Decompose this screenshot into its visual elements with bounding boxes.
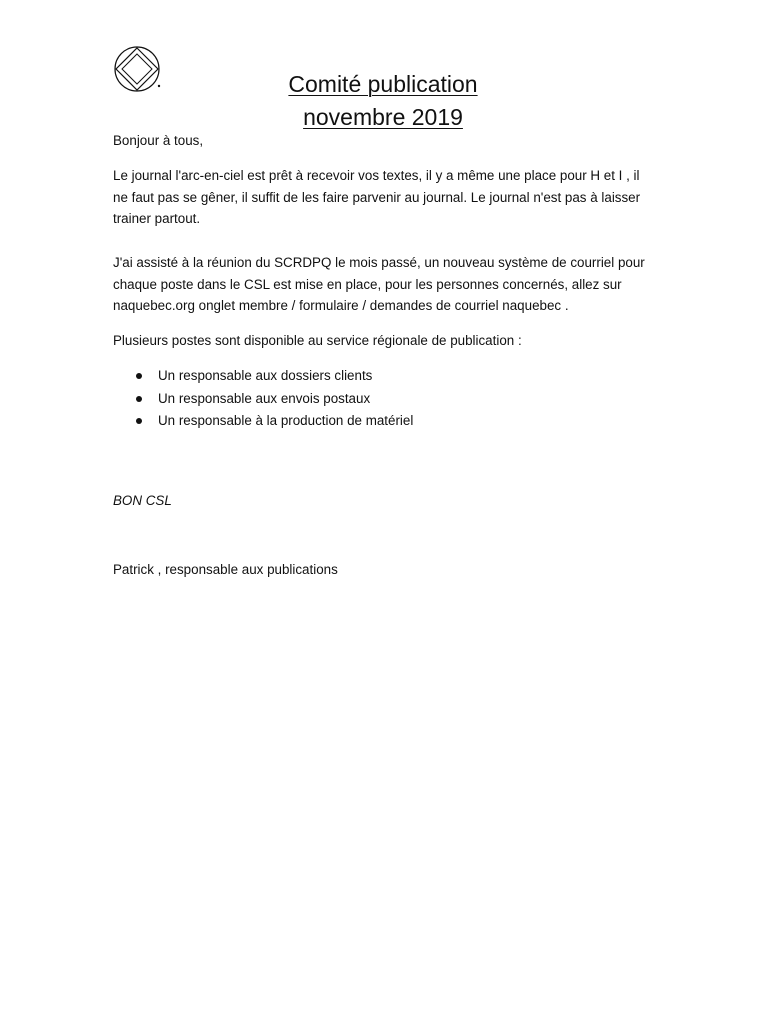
paragraph-meeting: J'ai assisté à la réunion du SCRDPQ le mois passé, un nouveau système de courriel pour chaque poste dans le CSL est mise en place, pour les personnes concernés, allez sur naquebec.org onglet membre / formulaire / demandes de courriel naquebec . — [113, 255, 645, 314]
list-item — [113, 388, 658, 411]
page-title-line1: Comité publication — [288, 71, 478, 97]
list-item-label: Un responsable aux envois postaux — [158, 390, 371, 406]
bullet-icon — [136, 418, 142, 424]
bullet-icon — [136, 396, 142, 402]
signature-text: Patrick , responsable aux publications — [113, 562, 338, 577]
greeting-text: Bonjour à tous, — [113, 133, 204, 148]
bullet-icon — [136, 373, 142, 379]
paragraph-journal: Le journal l'arc-en-ciel est prêt à recevoir vos textes, il y a même une place pour H et I , il ne faut pas se gêner, il suffit de les faire parvenir au journal. Le journal n'est pas à laisser trainer partout. — [113, 168, 641, 227]
page-title-line2: novembre 2019 — [303, 104, 463, 130]
paragraph-positions: Plusieurs postes sont disponible au service régionale de publication : — [113, 333, 522, 348]
list-item-label: Un responsable à la production de matériel — [158, 413, 414, 428]
positions-list — [113, 365, 658, 433]
closing-text: BON CSL — [113, 493, 172, 508]
list-item — [113, 365, 658, 388]
list-item — [113, 410, 658, 433]
list-item-label: Un responsable aux dossiers clients — [158, 368, 373, 383]
